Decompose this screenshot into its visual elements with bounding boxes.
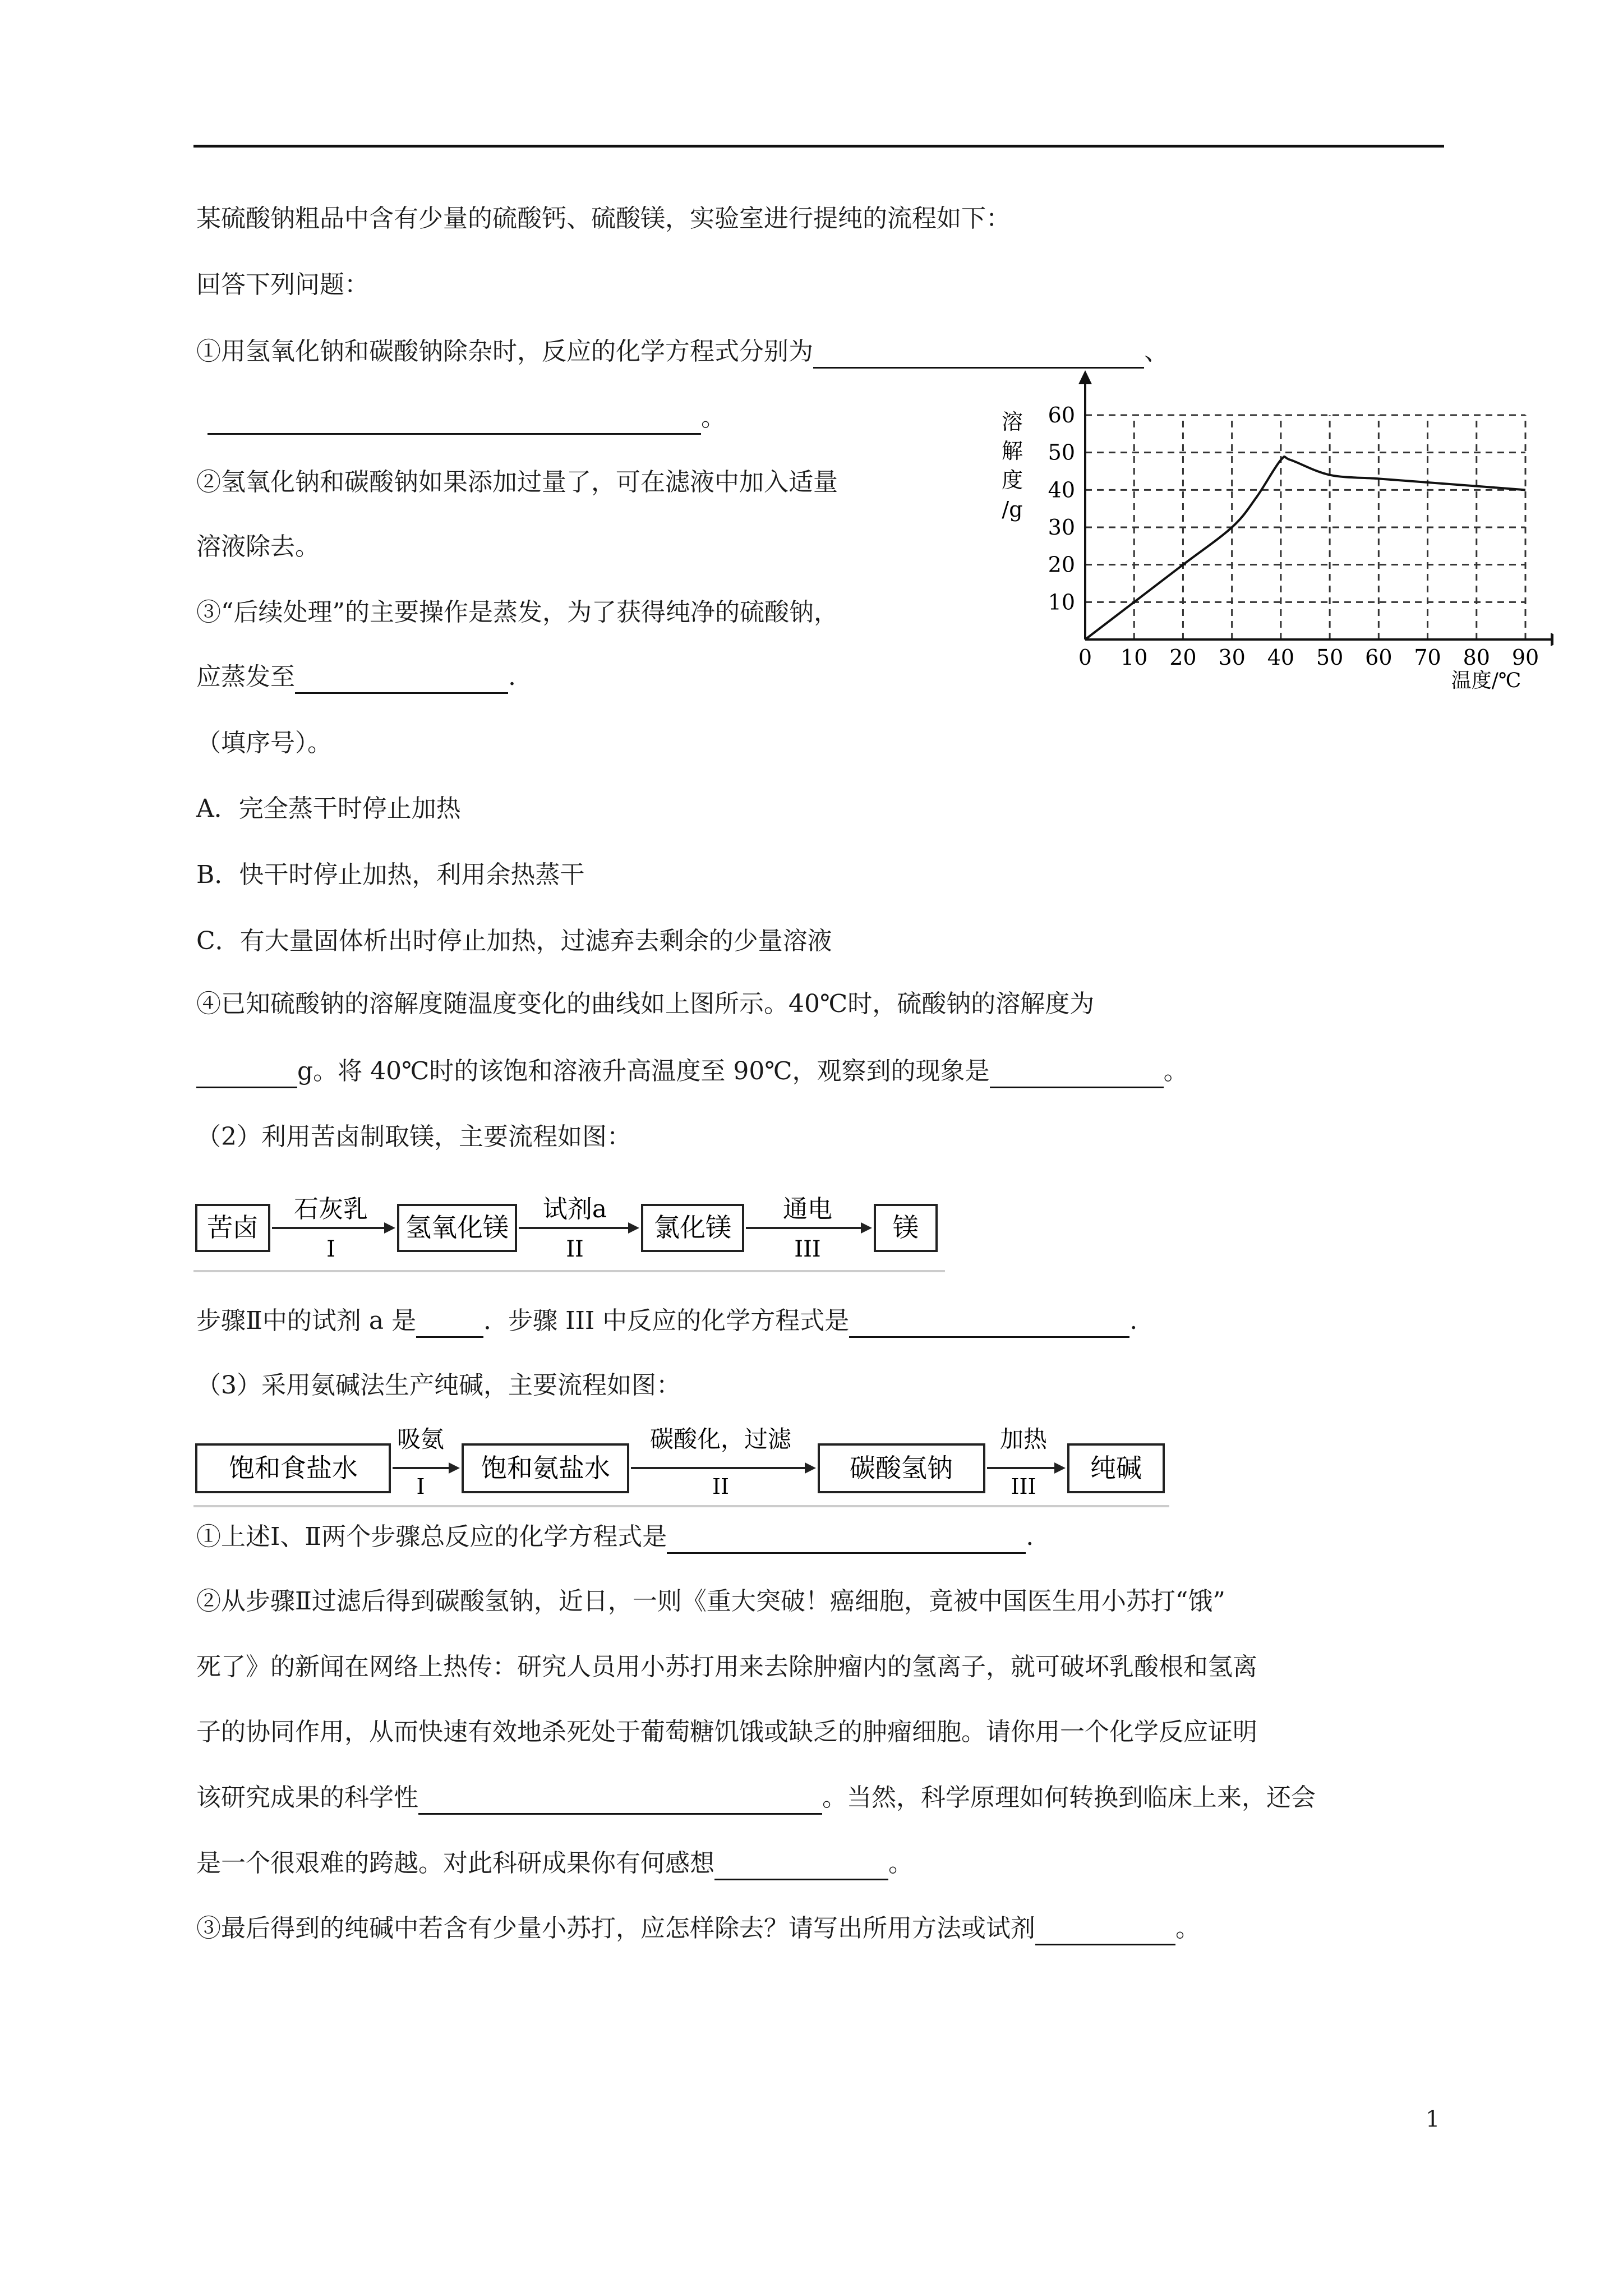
part3-q2-blank-1[interactable] [418, 1787, 822, 1815]
part3-q2-line-3: 子的协同作用，从而快速有效地杀死处于葡萄糖饥饿或缺乏的肿瘤细胞。请你用一个化学反应证明 [196, 1718, 1257, 1746]
flow3-box-2-label: 饱和氨盐水 [481, 1453, 610, 1483]
y-tick-label: 50 [1048, 440, 1075, 465]
y-label-char: 解 [1001, 439, 1023, 463]
page-number: 1 [1426, 2106, 1440, 2132]
q1-blank-2[interactable] [208, 407, 701, 435]
x-tick-label: 90 [1511, 645, 1539, 670]
flow2-arrow-3-reagent: 通电 [783, 1195, 832, 1223]
flow2-box-4-label: 镁 [893, 1212, 919, 1243]
part3-q1-end: . [1026, 1522, 1034, 1551]
flow2-box-2-label: 氢氧化镁 [405, 1212, 509, 1243]
q3-blank[interactable] [295, 666, 508, 694]
x-tick-label: 30 [1218, 645, 1246, 670]
y-axis-arrow [1078, 370, 1092, 384]
answer-prompt: 回答下列问题： [196, 270, 369, 299]
q3-line-1: ③“后续处理”的主要操作是蒸发，为了获得纯净的硫酸钠， [196, 598, 838, 627]
x-tick-label: 80 [1463, 645, 1490, 670]
chart-grid [1085, 415, 1525, 639]
chart-series [1085, 457, 1525, 639]
q1-line-2 [196, 401, 726, 435]
option-a: A．完全蒸干时停止加热 [196, 794, 461, 823]
flow3-box-3-label: 碳酸氢钠 [850, 1453, 953, 1483]
part3-q3-line [196, 1912, 1200, 1945]
part3-q2-text-5b: 。 [888, 1849, 913, 1878]
intro-text: 某硫酸钠粗品中含有少量的硫酸钙、硫酸镁，实验室进行提纯的流程如下： [196, 204, 1011, 233]
option-c: C．有大量固体析出时停止加热，过滤弃去剩余的少量溶液 [196, 927, 832, 955]
soda-ash-flow-diagram [193, 1419, 1169, 1509]
flow2-arrow-1-step: I [326, 1236, 335, 1262]
header-rule [193, 145, 1444, 148]
x-tick-label: 70 [1414, 645, 1441, 670]
part3-q3-text: ③最后得到的纯碱中若含有少量小苏打，应怎样除去？请写出所用方法或试剂 [196, 1914, 1035, 1943]
y-label-char: /g [1002, 497, 1023, 522]
q2-line-1: ②氢氧化钠和碳酸钠如果添加过量了，可在滤液中加入适量 [196, 468, 838, 496]
y-tick-label: 60 [1048, 403, 1075, 427]
chart-xlabel: 温度/℃ [1451, 669, 1521, 692]
part3-q2-line-4 [196, 1781, 1316, 1815]
q3-line-3: （填序号）。 [196, 729, 332, 757]
flow2-arrow-2-step: II [566, 1236, 584, 1262]
x-tick-label: 40 [1267, 645, 1295, 670]
part2-blank-2[interactable] [849, 1310, 1129, 1338]
flow3-arrow-2-reagent: 碳酸化，过滤 [649, 1425, 792, 1453]
q4-blank-2[interactable] [990, 1061, 1164, 1088]
q3-line-2 [196, 660, 516, 694]
x-tick-label: 50 [1316, 645, 1344, 670]
q3-text: 应蒸发至 [196, 662, 295, 691]
part3-q2-text-5a: 是一个很艰难的跨越。对此科研成果你有何感想 [196, 1849, 714, 1878]
flow3-arrow-3-step: III [1011, 1474, 1036, 1499]
y-tick-label: 30 [1048, 515, 1075, 540]
chart-ylabel [1002, 409, 1023, 522]
part2-question-end: . [1129, 1306, 1138, 1335]
q2-line-2: 溶液除去。 [196, 532, 320, 561]
flow3-arrow-1-reagent: 吸氨 [396, 1425, 445, 1453]
x-axis-arrow [1551, 633, 1553, 646]
x-tick-label: 20 [1169, 645, 1197, 670]
part3-q2-line-1: ②从步骤Ⅱ过滤后得到碳酸氢钠，近日，一则《重大突破！癌细胞，竟被中国医生用小苏打“饿” [196, 1587, 1225, 1616]
q4-blank-1[interactable] [196, 1061, 297, 1088]
q1-text: ①用氢氧化钠和碳酸钠除杂时，反应的化学方程式分别为 [196, 337, 813, 366]
q1-separator: 、 [1144, 337, 1169, 366]
part3-q3-end: 。 [1175, 1914, 1200, 1943]
part2-question-b: ．步骤 III 中反应的化学方程式是 [483, 1306, 850, 1335]
y-tick-label: 20 [1048, 552, 1075, 577]
flow2-arrow-1-reagent: 石灰乳 [294, 1195, 368, 1223]
x-tick-label: 10 [1121, 645, 1148, 670]
flow2-box-3-label: 氯化镁 [654, 1212, 731, 1243]
y-tick-label: 40 [1048, 477, 1075, 503]
flow2-box-1-label: 苦卤 [207, 1212, 259, 1243]
part2-heading: （2）利用苦卤制取镁，主要流程如图： [196, 1122, 631, 1151]
part3-q1-line [196, 1520, 1034, 1554]
y-tick-label: 10 [1048, 590, 1075, 615]
magnesium-flow-diagram [193, 1172, 945, 1273]
part3-q2-blank-2[interactable] [714, 1853, 888, 1880]
chart-axes [1078, 370, 1553, 646]
x-tick-label: 0 [1078, 645, 1092, 670]
y-label-char: 溶 [1001, 409, 1023, 434]
q4-text: g。将 40℃时的该饱和溶液升高温度至 90℃，观察到的现象是 [297, 1057, 990, 1085]
flow3-box-4-label: 纯碱 [1090, 1453, 1142, 1483]
part3-q2-text-4b: 。当然，科学原理如何转换到临床上来，还会 [822, 1783, 1316, 1812]
flow2-arrow-3-step: III [794, 1236, 821, 1262]
flow3-arrow-2-step: II [712, 1474, 730, 1499]
part3-heading: （3）采用氨碱法生产纯碱，主要流程如图： [196, 1371, 681, 1400]
y-label-char: 度 [1001, 468, 1023, 493]
part3-q1-text: ①上述Ⅰ、Ⅱ两个步骤总反应的化学方程式是 [196, 1522, 667, 1551]
part2-question-a: 步骤Ⅱ中的试剂 a 是 [196, 1306, 417, 1335]
part3-q2-text-4a: 该研究成果的科学性 [196, 1783, 418, 1812]
part3-q2-line-2: 死了》的新闻在网络上热传：研究人员用小苏打用来去除肿瘤内的氢离子，就可破坏乳酸根和氢离 [196, 1653, 1257, 1681]
q4-end: 。 [1163, 1057, 1188, 1085]
flow3-arrow-3-reagent: 加热 [999, 1425, 1048, 1453]
part2-question-line [196, 1304, 1137, 1338]
chart-ticks [1048, 403, 1539, 670]
flow2-arrow-2-reagent: 试剂a [542, 1195, 607, 1223]
x-tick-label: 60 [1365, 645, 1393, 670]
flow3-arrow-1-step: I [416, 1474, 425, 1499]
option-b: B．快干时停止加热，利用余热蒸干 [196, 861, 585, 889]
solubility-curve [1085, 457, 1525, 639]
q4-line-2 [196, 1055, 1188, 1088]
part2-blank-1[interactable] [416, 1310, 483, 1338]
q1-end: 。 [701, 403, 726, 432]
solubility-chart [987, 337, 1553, 696]
q4-line-1: ④已知硫酸钠的溶解度随温度变化的曲线如上图所示。40℃时，硫酸钠的溶解度为 [196, 990, 1095, 1018]
part3-q3-blank[interactable] [1035, 1918, 1175, 1945]
part3-q2-line-5 [196, 1847, 913, 1880]
q3-end: . [508, 662, 516, 691]
flow3-box-1-label: 饱和食盐水 [229, 1453, 358, 1483]
part3-q1-blank[interactable] [667, 1526, 1026, 1554]
